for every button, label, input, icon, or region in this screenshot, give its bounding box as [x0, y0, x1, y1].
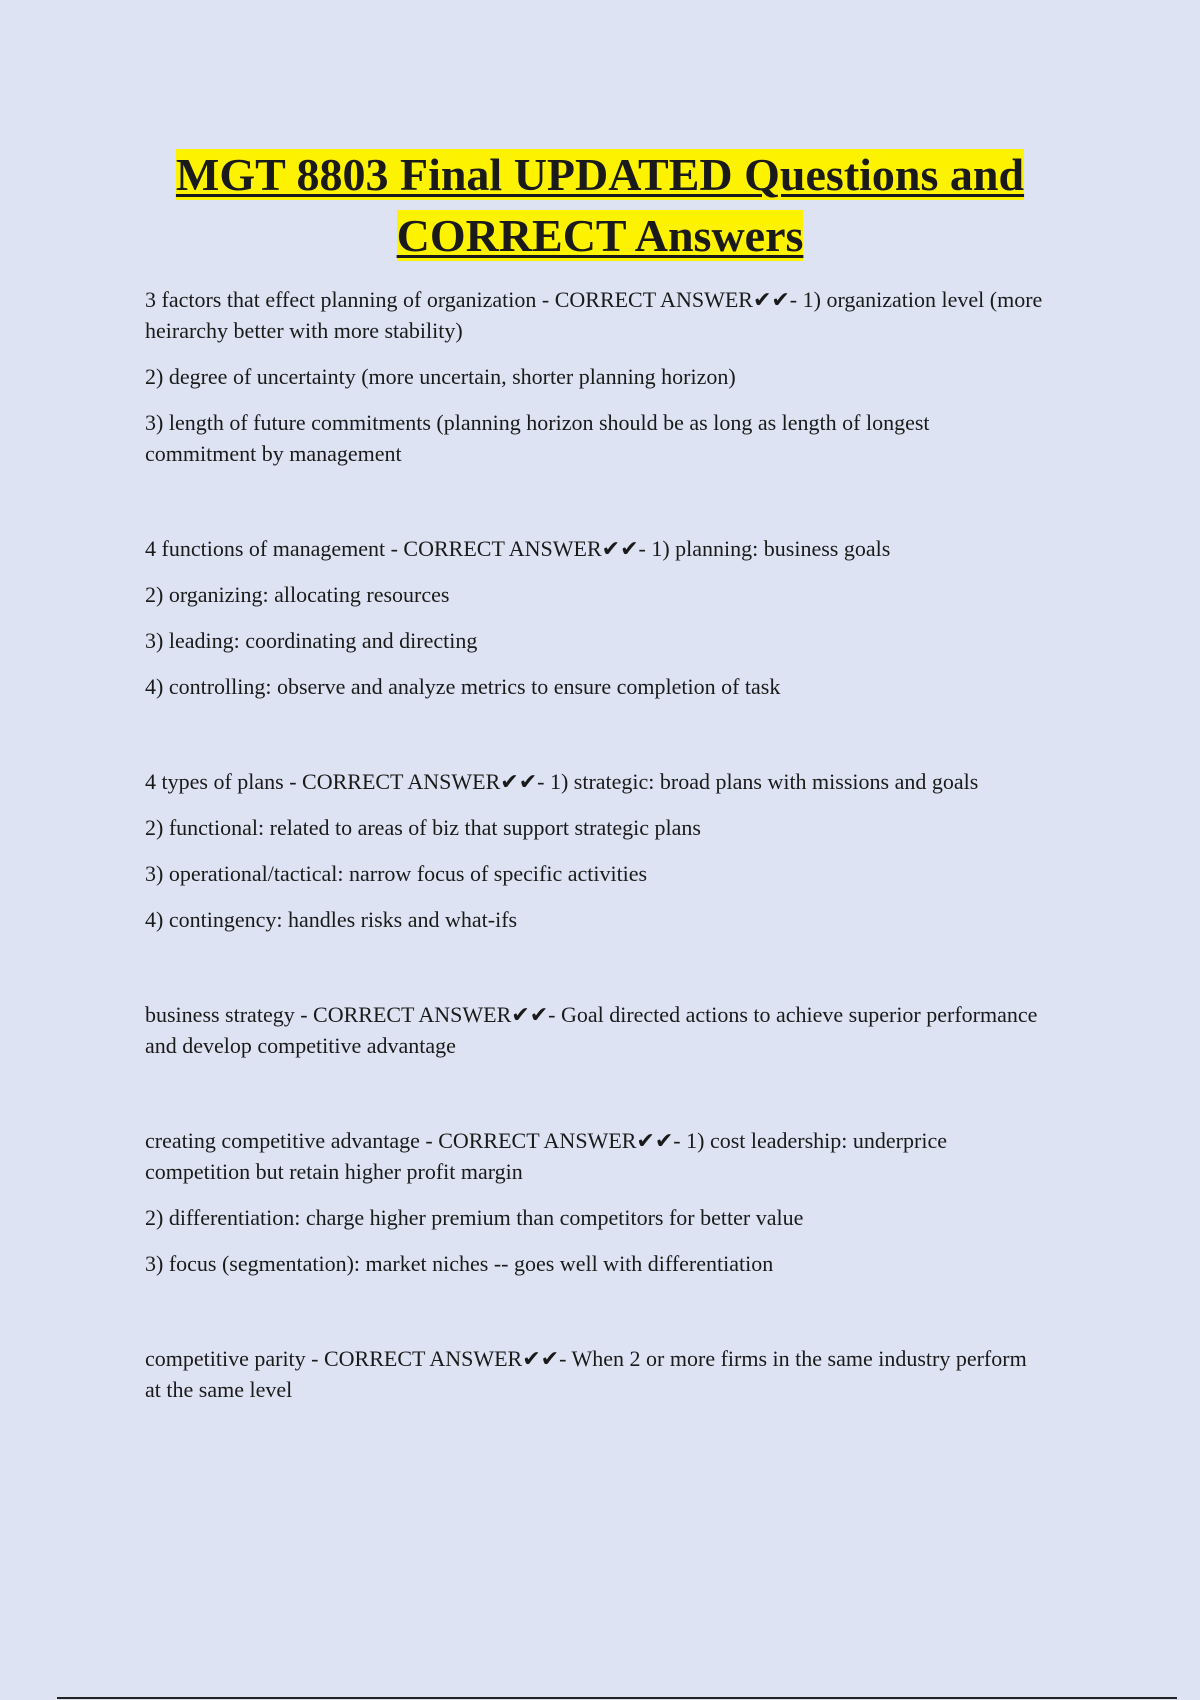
qa-answer-line: 2) functional: related to areas of biz that support strategic plans — [145, 815, 701, 840]
title-line-1: MGT 8803 Final UPDATED Questions and — [175, 149, 1025, 200]
qa-list — [145, 284, 1045, 1469]
qa-answer-line: 3) operational/tactical: narrow focus of specific activities — [145, 861, 648, 886]
qa-answer-line: 3) length of future commitments (planning horizon should be as long as length of longest commitment by management — [145, 410, 930, 466]
qa-question-line: competitive parity - CORRECT ANSWER✔✔- When 2 or more firms in the same industry perform at the same level — [145, 1346, 1027, 1402]
qa-answer-line: 2) degree of uncertainty (more uncertain, shorter planning horizon) — [145, 364, 736, 389]
qa-question-line: 4 types of plans - CORRECT ANSWER✔✔- 1) strategic: broad plans with missions and goals — [145, 769, 979, 794]
qa-entry — [145, 1343, 1045, 1405]
qa-answer-line: 2) differentiation: charge higher premium than competitors for better value — [145, 1205, 804, 1230]
qa-entry — [145, 1125, 1045, 1279]
page-bottom-rule — [57, 1697, 1177, 1699]
qa-question-line: creating competitive advantage - CORRECT ANSWER✔✔- 1) cost leadership: underprice competition but retain higher profit margin — [145, 1128, 947, 1184]
qa-question-line: 4 functions of management - CORRECT ANSWER✔✔- 1) planning: business goals — [145, 536, 891, 561]
qa-entry — [145, 999, 1045, 1061]
qa-answer-line: 3) leading: coordinating and directing — [145, 628, 478, 653]
qa-answer-line: 4) contingency: handles risks and what-ifs — [145, 907, 518, 932]
qa-entry — [145, 533, 1045, 702]
qa-answer-line: 3) focus (segmentation): market niches -- goes well with differentiation — [145, 1251, 774, 1276]
qa-entry — [145, 766, 1045, 935]
qa-entry — [145, 284, 1045, 469]
qa-answer-line: 4) controlling: observe and analyze metrics to ensure completion of task — [145, 674, 781, 699]
qa-question-line: business strategy - CORRECT ANSWER✔✔- Goal directed actions to achieve superior performance and develop competitive advantage — [145, 1002, 1038, 1058]
qa-question-line: 3 factors that effect planning of organization - CORRECT ANSWER✔✔- 1) organization level (more heirarchy better with more stability) — [145, 287, 1043, 343]
qa-answer-line: 2) organizing: allocating resources — [145, 582, 450, 607]
title-line-2: CORRECT Answers — [396, 210, 804, 261]
document-title — [145, 144, 1055, 266]
